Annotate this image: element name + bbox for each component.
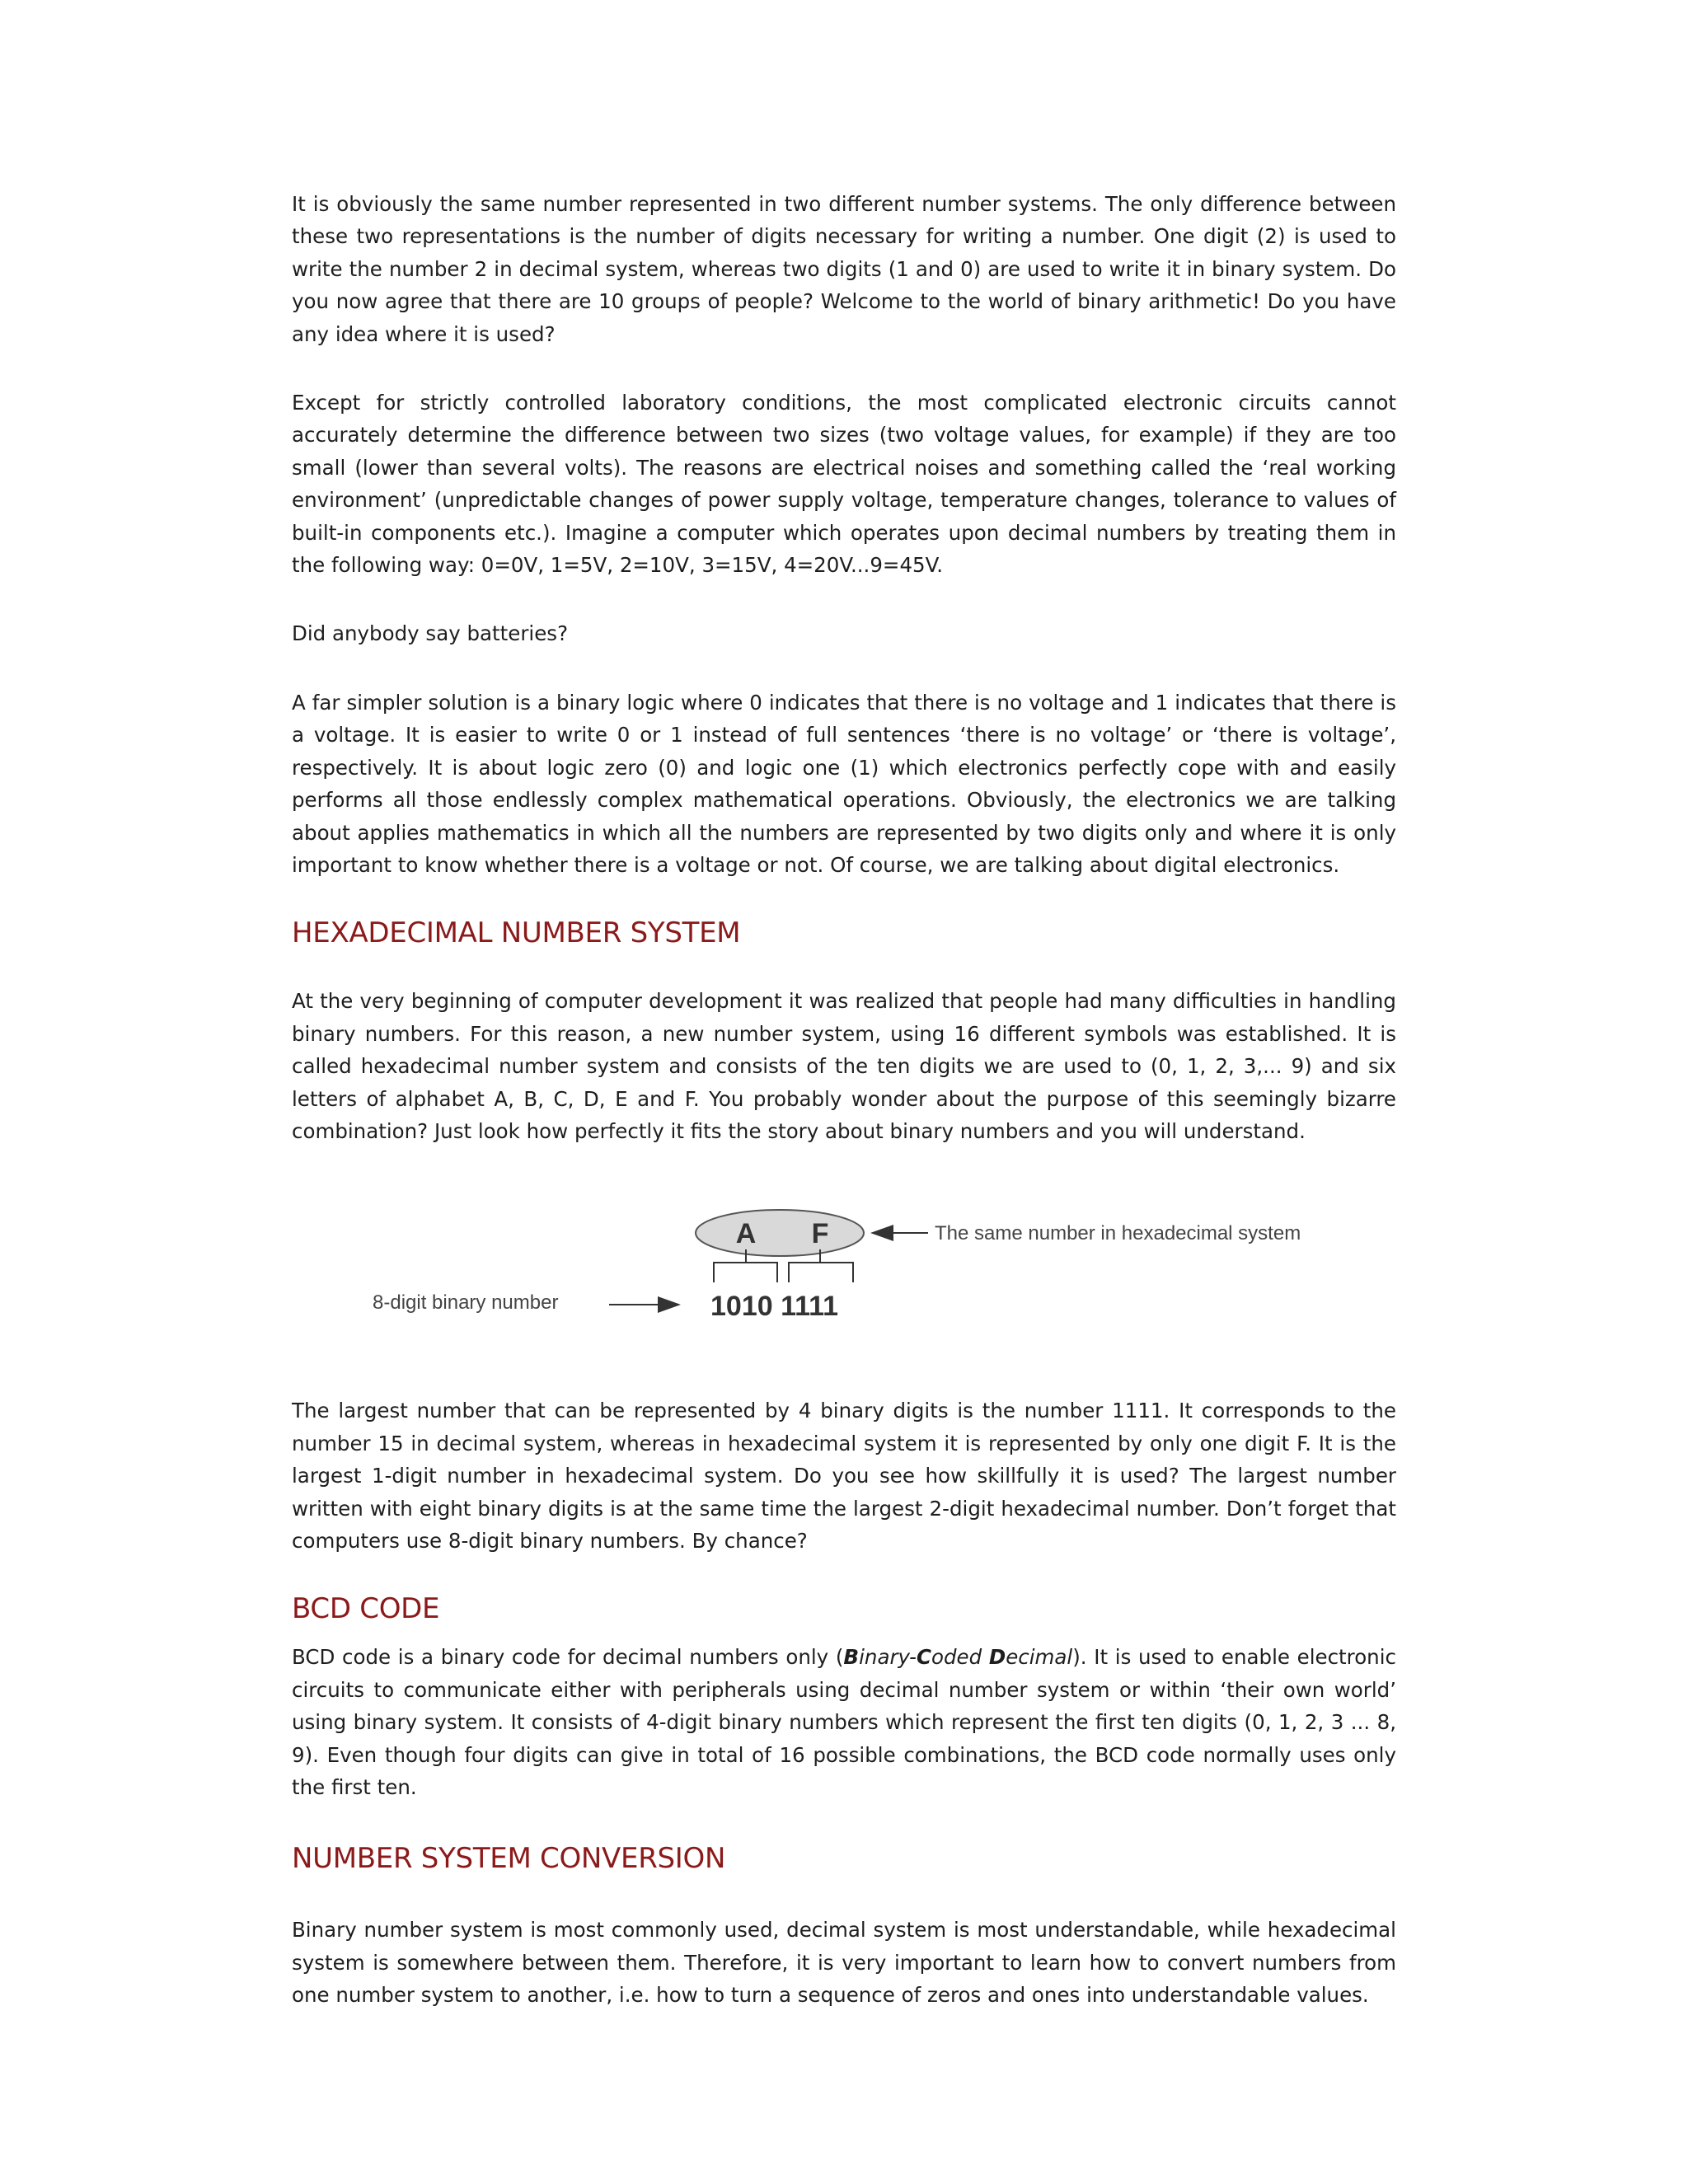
bcd-letter-d: D — [988, 1645, 1006, 1670]
bracket-a — [714, 1263, 777, 1282]
paragraph-batteries: Did anybody say batteries? — [292, 621, 569, 646]
paragraph-conversion: Binary number system is most commonly used, decimal system is most understandable, while hexadecimal system is somewhere between them. Therefore, it is very important to learn how to convert numbers from one number system to another, i.e. how to turn a sequence of zeros and ones into understandable values. — [292, 1918, 1396, 2008]
paragraph-hexadecimal: At the very beginning of computer development it was realized that people had many difficulties in handling binary numbers. For this reason, a new number system, using 16 different symbols was established. It is called hexadecimal number system and consists of the ten digits we are used to (0, 1, 2, 3,... 9) and six letters of alphabet A, B, C, D, E and F. You probably wonder about the purpose of this seemingly bizarre combination? Just look how perfectly it fits the story about binary numbers and you will understand. — [292, 989, 1396, 1143]
bcd-word-decimal: ecimal — [1006, 1645, 1073, 1670]
bcd-letter-c: C — [917, 1645, 931, 1670]
paragraph-binary-intro: It is obviously the same number represented in two different number systems. The only difference between these two representations is the number of digits necessary for writing a number. One digit (2) is used to write the number 2 in decimal system, whereas two digits (1 and 0) are used to write it in binary system. Do you now agree that there are 10 groups of people? Welcome to the world of binary arithmetic! Do you have any idea where it is used? — [292, 192, 1396, 346]
paragraph-largest-number: The largest number that can be represented by 4 binary digits is the number 1111. It corresponds to the number 15 in decimal system, whereas in hexadecimal system it is represented by only one digit F. It is the largest 1-digit number in hexadecimal system. Do you see how skillfully it is used? The largest number written with eight binary digits is at the same time the largest 2-digit hexadecimal number. Don’t forget that computers use 8-digit binary numbers. By chance? — [292, 1399, 1396, 1553]
paragraph-voltage-levels: Except for strictly controlled laboratory conditions, the most complicated electronic circuits cannot accurately determine the difference between two sizes (two voltage values, for example) if they are too small (lower than several volts). The reasons are electrical noises and something called the ‘real working environment’ (unpredictable changes of power supply voltage, temperature changes, tolerance to values of built-in components etc.). Imagine a computer which operates upon decimal numbers by treating them in the following way: 0=0V, 1=5V, 2=10V, 3=15V, 4=20V...9=45V. — [292, 391, 1396, 578]
bcd-text-end: ). It is used to enable electronic circuits to communicate either with peripherals using decimal number system or within ‘their own world’ using binary system. It consists of 4-digit binary numbers which represent the first ten digits (0, 1, 2, 3 ... 8, 9). Even though four digits can give in total of 16 possible combinations, the BCD code normally uses only the first ten. — [292, 1645, 1396, 1799]
bcd-letter-b: B — [843, 1645, 860, 1670]
paragraph-binary-logic: A far simpler solution is a binary logic where 0 indicates that there is no voltage and 1 indicates that there is a voltage. It is easier to write 0 or 1 instead of full sentences ‘there is no voltage’ or ‘there is voltage’, respectively. It is about logic zero (0) and logic one (1) which electronics perfectly cope with and easily performs all those endlessly complex mathematical operations. Obviously, the electronics we are talking about applies mathematics in which all the numbers are represented by two digits only and where it is only important to know whether there is a voltage or not. Of course, we are talking about digital electronics. — [292, 690, 1396, 877]
hex-binary-diagram — [292, 1195, 1396, 1352]
bcd-word-coded: oded — [931, 1645, 989, 1670]
heading-conversion: NUMBER SYSTEM CONVERSION — [292, 1842, 726, 1876]
paragraph-bcd — [292, 1641, 1396, 1803]
bcd-text-start: BCD code is a binary code for decimal numbers only ( — [292, 1645, 844, 1670]
hex-digit-a: A — [735, 1218, 757, 1250]
hex-label: The same number in hexadecimal system — [935, 1222, 1301, 1245]
hex-ellipse — [696, 1210, 864, 1256]
hex-digit-f: F — [811, 1218, 829, 1250]
heading-hexadecimal: HEXADECIMAL NUMBER SYSTEM — [292, 916, 741, 950]
binary-value: 1010 1111 — [710, 1291, 839, 1323]
bcd-word-binary: inary- — [859, 1645, 917, 1670]
document-page — [292, 188, 1396, 2012]
heading-bcd: BCD CODE — [292, 1592, 440, 1626]
binary-label: 8-digit binary number — [373, 1291, 559, 1315]
bracket-f — [789, 1263, 853, 1282]
